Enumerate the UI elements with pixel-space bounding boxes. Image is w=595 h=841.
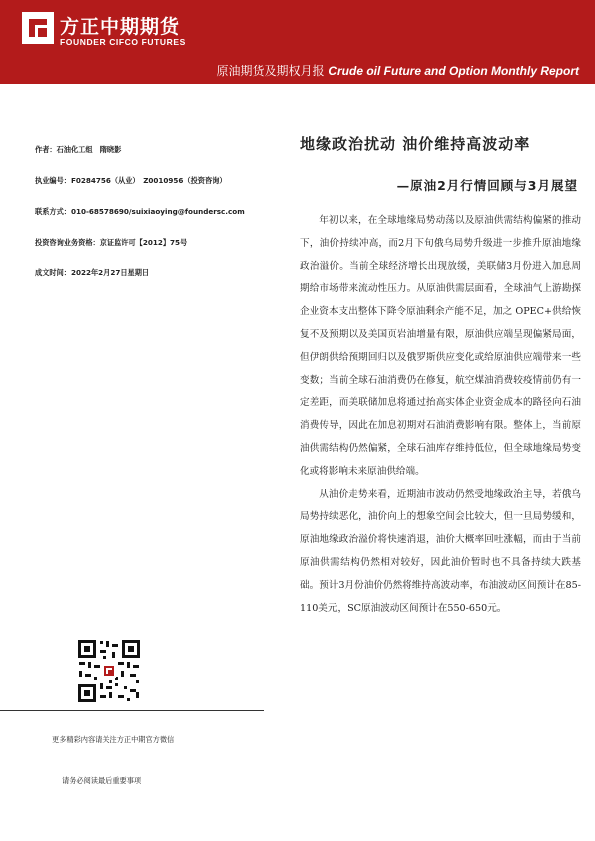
company-name-en: FOUNDER CIFCO FUTURES	[60, 37, 186, 47]
date-line: 成文时间：2022年2月27日星期日	[35, 268, 150, 277]
qr-caption: 更多精彩内容请关注方正中期官方微信	[52, 735, 175, 744]
author-line: 作者：石油化工组 隋晓影	[35, 145, 122, 154]
qr-code-icon	[76, 638, 142, 704]
article-subtitle: —原油2月行情回顾与3月展望	[396, 178, 578, 193]
article-title: 地缘政治扰动 油价维持高波动率	[300, 135, 531, 153]
report-title-en: Crude oil Future and Option Monthly Report	[328, 64, 579, 78]
report-header	[0, 0, 595, 84]
article-body	[300, 210, 581, 620]
report-series-title	[217, 62, 580, 79]
contact-line: 联系方式：010-68578690/suixiaoying@foundersc.com	[35, 207, 245, 216]
company-name-cn: 方正中期期货	[60, 16, 181, 38]
license-line: 执业编号：F0284756（从业） Z0010956（投资咨询）	[35, 176, 227, 185]
founder-logo-icon	[22, 12, 54, 44]
report-title-cn: 原油期货及期权月报	[216, 64, 325, 78]
paragraph: 年初以来，在全球地缘局势动荡以及原油供需结构偏紧的推动下，油价持续冲高，而2月下旬俄乌局势升级进一步推升原油地缘政治溢价。当前全球经济增长出现放缓，美联储3月份进入加息周期给市场带来流动性压力。从原油供需层面看，全球油气上游勘探企业资本支出整体下降令原油剩余产能不足，加之 OPEC+供给恢复不及预期以及美国页岩油增量有限，原油供应端呈现偏紧局面，但伊朗供给预期回归以及俄罗斯供应变化或给原油供应端带来一些变数；当前全球石油消费仍在修复，航空煤油消费较疫情前仍有一定差距，而美联储加息将通过抬高实体企业资金成本的路径向石油消费传导，因此在加息初期对石油消费影响有限。整体上，当前原油供需结构仍然偏紧，全球石油库存维持低位，但全球地缘局势变化或将影响未来原油供给端。	[300, 215, 581, 477]
qualification-line: 投资咨询业务资格：京证监许可【2012】75号	[35, 238, 188, 247]
paragraph: 从油价走势来看，近期油市波动仍然受地缘政治主导，若俄乌局势持续恶化，油价向上的想象空间会比较大，但一旦局势缓和，原油地缘政治溢价将快速消退，油价大概率回吐涨幅，而由于当前原油供需结构仍然相对较好，因此油价暂时也不具备持续大跌基础。预计3月份油价仍然将维持高波动率，布油波动区间预计在85-110美元，SC原油波动区间预计在550-650元。	[300, 488, 581, 614]
sidebar-divider	[0, 710, 264, 711]
disclaimer-note: 请务必阅读最后重要事项	[62, 776, 142, 785]
